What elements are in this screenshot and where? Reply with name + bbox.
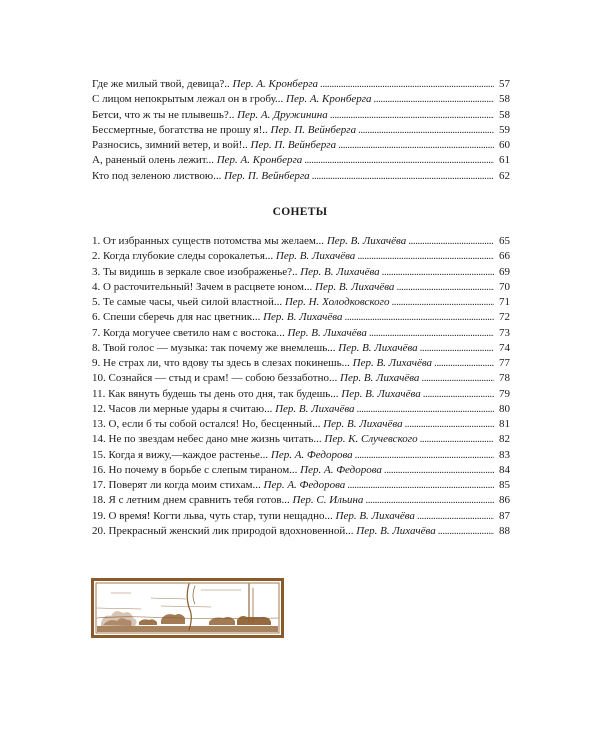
entry-page-number: 88: [499, 524, 510, 537]
entry-first-line: Бессмертные, богатства не прошу я!..: [92, 123, 268, 136]
toc-entry: [92, 280, 510, 295]
entry-first-line: 13. О, если б ты собой остался! Но, бесценный...: [92, 418, 321, 430]
entry-translator: Пер. В. Лихачёва: [335, 509, 415, 522]
toc-entry: [92, 138, 510, 153]
entry-translator: Пер. В. Лихачёва: [315, 280, 395, 293]
toc-entry: [92, 295, 510, 310]
toc-entry: [92, 493, 510, 508]
entry-translator: Пер. П. Вейнберга: [250, 139, 337, 152]
entry-first-line: Разносись, зимний ветер, и вой!..: [92, 139, 248, 152]
entry-page-number: 74: [499, 341, 510, 354]
dot-leader: [355, 448, 494, 463]
dot-leader: [408, 234, 494, 249]
entry-first-line: 18. Я с летним днем сравнить тебя готов...: [92, 494, 290, 507]
entry-first-line: 17. Поверят ли когда моим стихам...: [92, 479, 261, 491]
toc-entry: [92, 249, 510, 264]
dot-leader: [320, 77, 494, 92]
toc-entry: [92, 123, 510, 138]
entry-translator: Пер. В. Лихачёва: [356, 524, 436, 537]
entry-page-number: 60: [499, 139, 510, 152]
entry-translator: Пер. А. Федорова: [270, 448, 353, 461]
entry-first-line: 20. Прекрасный женский лик природой вдохновенной...: [92, 524, 354, 537]
toc-entry: [92, 356, 510, 371]
toc-entry: [92, 387, 510, 402]
entry-translator: Пер. В. Лихачёва: [275, 250, 356, 263]
entry-page-number: 58: [499, 93, 510, 106]
toc-entry: [92, 371, 510, 386]
toc-entry: [92, 92, 510, 107]
dot-leader: [369, 326, 494, 341]
entry-translator: Пер. В. Лихачёва: [340, 372, 420, 385]
dot-leader: [396, 280, 494, 295]
entry-first-line: 15. Когда я вижу,—каждое растенье...: [92, 448, 269, 461]
dot-leader: [420, 341, 494, 356]
entry-first-line: 3. Ты видишь в зеркале свое изображенье?..: [92, 265, 298, 278]
entry-translator: Пер. В. Лихачёва: [338, 341, 418, 354]
entry-first-line: 14. Не по звездам небес дано мне жизнь читать...: [92, 433, 322, 446]
entry-first-line: 4. О расточительный! Зачем в расцвете юном...: [92, 280, 313, 293]
entry-translator: Пер. П. Вейнберга: [224, 169, 310, 182]
toc-entry: [92, 169, 510, 184]
toc-entry: [92, 265, 510, 280]
entry-translator: Пер. Н. Холодковского: [284, 296, 390, 308]
toc-entry: [92, 509, 510, 524]
toc-entry: [92, 326, 510, 341]
entry-first-line: С лицом непокрытым лежал он в гробу...: [92, 93, 284, 106]
toc-entry: [92, 310, 510, 325]
entry-page-number: 81: [499, 418, 510, 430]
entry-translator: Пер. В. Лихачёва: [275, 402, 355, 415]
entry-translator: Пер. А. Федорова: [300, 463, 382, 476]
dot-leader: [423, 387, 494, 402]
dot-leader: [421, 371, 494, 386]
entry-translator: Пер. А. Кронберга: [216, 154, 303, 167]
dot-leader: [357, 249, 494, 264]
toc-entry: [92, 478, 510, 493]
entry-translator: Пер. П. Вейнберга: [270, 123, 357, 136]
entry-translator: Пер. А. Кронберга: [232, 78, 319, 90]
dot-leader: [304, 153, 494, 168]
entry-first-line: 9. Не страх ли, что вдову ты здесь в слезах покинешь...: [92, 357, 350, 369]
dot-leader: [374, 92, 494, 107]
entry-page-number: 85: [499, 479, 510, 491]
entry-first-line: Где же милый твой, девица?..: [92, 78, 230, 90]
dot-leader: [384, 463, 494, 478]
entry-page-number: 73: [499, 326, 510, 339]
dot-leader: [312, 169, 494, 184]
dot-leader: [338, 138, 494, 153]
toc-list-top: [92, 77, 510, 184]
entry-page-number: 57: [499, 78, 510, 90]
entry-translator: Пер. А. Федорова: [263, 479, 346, 491]
entry-page-number: 77: [499, 357, 510, 369]
entry-page-number: 58: [499, 108, 510, 121]
entry-page-number: 62: [499, 169, 510, 182]
dot-leader: [420, 432, 494, 447]
entry-translator: Пер. А. Кронберга: [286, 93, 372, 106]
dot-leader: [405, 417, 494, 432]
dot-leader: [330, 108, 494, 123]
entry-page-number: 79: [499, 387, 510, 400]
entry-first-line: Кто под зеленою листвою...: [92, 169, 222, 182]
entry-page-number: 59: [499, 123, 510, 136]
toc-entry: [92, 77, 510, 92]
entry-translator: Пер. К. Случевского: [324, 433, 418, 446]
dot-leader: [438, 524, 494, 539]
toc-entry: [92, 402, 510, 417]
entry-translator: Пер. В. Лихачёва: [287, 326, 367, 339]
entry-page-number: 71: [499, 296, 510, 308]
entry-page-number: 72: [499, 311, 510, 324]
entry-first-line: 2. Когда глубокие следы сорокалетья...: [92, 250, 274, 263]
entry-first-line: 6. Спеши сберечь для нас цветник...: [92, 311, 261, 324]
entry-page-number: 66: [499, 250, 510, 263]
dot-leader: [357, 402, 494, 417]
entry-page-number: 87: [499, 509, 510, 522]
entry-first-line: А, раненый олень лежит...: [92, 154, 214, 167]
dot-leader: [391, 295, 494, 310]
entry-first-line: 8. Твой голос — музыка: так почему же внемлешь...: [92, 341, 336, 354]
entry-page-number: 70: [499, 280, 510, 293]
entry-page-number: 83: [499, 448, 510, 461]
toc-entry: [92, 108, 510, 123]
entry-page-number: 80: [499, 402, 510, 415]
entry-translator: Пер. В. Лихачёва: [300, 265, 380, 278]
entry-first-line: 16. Но почему в борьбе с слепым тираном...: [92, 463, 298, 476]
entry-first-line: 7. Когда могучее светило нам с востока...: [92, 326, 285, 339]
dot-leader: [434, 356, 494, 371]
toc-entry: [92, 234, 510, 249]
dot-leader: [347, 478, 494, 493]
entry-first-line: Бетси, что ж ты не плывешь?..: [92, 108, 235, 121]
toc-entry: [92, 417, 510, 432]
toc-entry: [92, 341, 510, 356]
entry-page-number: 61: [499, 154, 510, 167]
toc-entry: [92, 524, 510, 539]
entry-page-number: 65: [499, 235, 510, 247]
dot-leader: [417, 509, 494, 524]
entry-first-line: 5. Те самые часы, чьей силой властной...: [92, 296, 283, 308]
entry-translator: Пер. В. Лихачёва: [341, 387, 421, 400]
entry-translator: Пер. С. Ильина: [292, 494, 364, 507]
entry-first-line: 1. От избранных существ потомства мы желаем...: [92, 235, 325, 247]
entry-translator: Пер. В. Лихачёва: [352, 357, 433, 369]
entry-first-line: 19. О время! Когти льва, чуть стар, тупи нещадно...: [92, 509, 333, 522]
toc-entry: [92, 153, 510, 168]
section-title: СОНЕТЫ: [272, 206, 328, 218]
entry-page-number: 82: [499, 433, 510, 446]
entry-first-line: 10. Сознайся — стыд и срам! — собою беззаботно...: [92, 372, 338, 385]
entry-first-line: 12. Часов ли мерные удары я считаю...: [92, 402, 273, 415]
entry-page-number: 86: [499, 494, 510, 507]
entry-translator: Пер. В. Лихачёва: [323, 418, 403, 430]
dot-leader: [382, 265, 494, 280]
toc-entry: [92, 448, 510, 463]
entry-translator: Пер. В. Лихачёва: [326, 235, 407, 247]
entry-first-line: 11. Как вянуть будешь ты день ото дня, так будешь...: [92, 387, 339, 400]
entry-translator: Пер. А. Дружинина: [237, 108, 328, 121]
entry-page-number: 78: [499, 372, 510, 385]
toc-entry: [92, 463, 510, 478]
dot-leader: [358, 123, 494, 138]
dot-leader: [345, 310, 494, 325]
dot-leader: [365, 493, 494, 508]
entry-page-number: 84: [499, 463, 510, 476]
toc-entry: [92, 432, 510, 447]
landscape-vignette-icon: [91, 578, 284, 638]
entry-translator: Пер. В. Лихачёва: [263, 311, 343, 324]
entry-page-number: 69: [499, 265, 510, 278]
toc-list-sonnets: [92, 234, 510, 539]
